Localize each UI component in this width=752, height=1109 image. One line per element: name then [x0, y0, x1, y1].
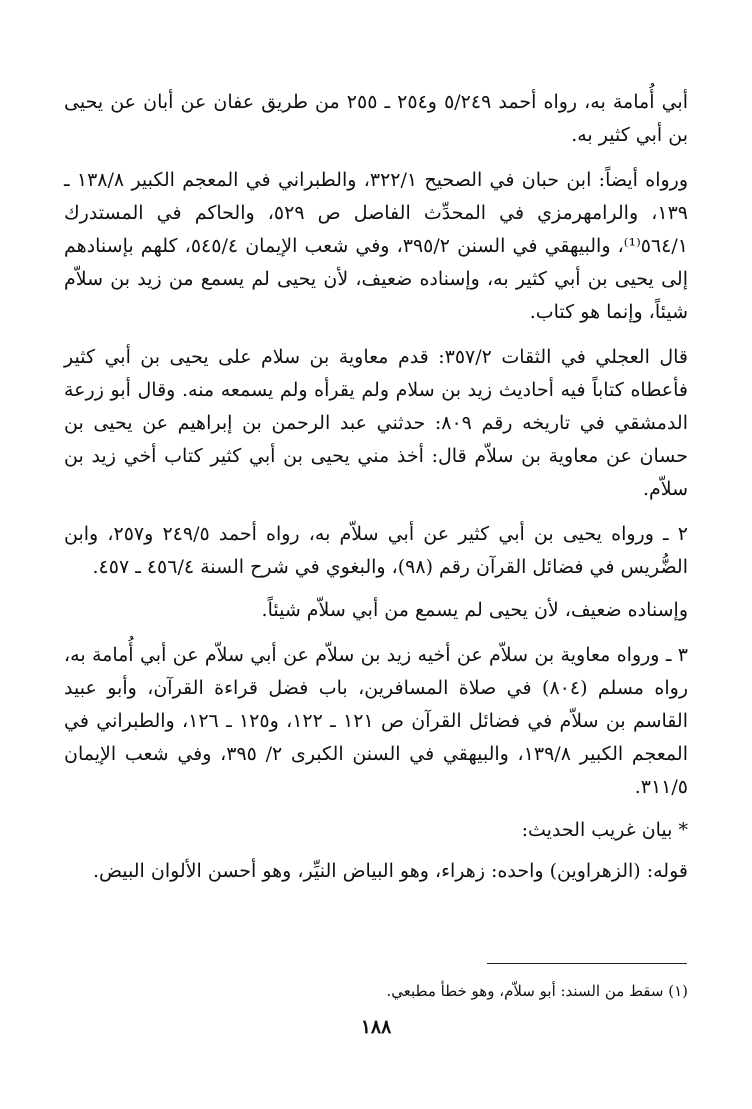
footnote-separator: [487, 963, 687, 964]
paragraph-1: أبي أُمامة به، رواه أحمد ٥/٢٤٩ و٢٥٤ ـ ٢٥٥ من طريق عفان عن أبان عن يحيى بن أبي كثير به.: [64, 91, 688, 146]
paragraph-5: وإسناده ضعيف، لأن يحيى لم يسمع من أبي سلاّم شيئاً.: [261, 599, 688, 621]
page-number: ١٨٨: [360, 1016, 392, 1038]
section-heading: * بيان غريب الحديث:: [521, 819, 688, 841]
paragraph-7: قوله: (الزهراوين) واحده: زهراء، وهو البياض النيِّر، وهو أحسن الألوان البيض.: [92, 860, 688, 882]
paragraph-3: قال العجلي في الثقات ٣٥٧/٢: قدم معاوية بن سلام على يحيى بن أبي كثير فأعطاه كتاباً فيه أحاديث زيد بن سلام ولم يقرأه ولم يسمعه منه. وقال أبو زرعة الدمشقي في تاريخه رقم ٨٠٩: حدثني عبد الرحمن بن إبراهيم عن يحيى بن حسان عن معاوية بن سلاّم قال: أخذ مني يحيى بن أبي كثير كتاب أخي زيد بن سلاّم.: [64, 346, 688, 500]
paragraph-4: ٢ ـ ورواه يحيى بن أبي كثير عن أبي سلاّم به، رواه أحمد ٢٤٩/٥ و٢٥٧، وابن الضُّريس في فضائل القرآن رقم (٩٨)، والبغوي في شرح السنة ٤٥٦/٤ ـ ٤٥٧.: [64, 523, 688, 578]
paragraph-2: ورواه أيضاً: ابن حبان في الصحيح ٣٢٢/١، والطبراني في المعجم الكبير ١٣٨/٨ ـ ١٣٩، والرامهرمزي في المحدِّث الفاصل ص ٥٢٩، والحاكم في المستدرك ٥٦٤/١⁽¹⁾، والبيهقي في السنن ٣٩٥/٢، وفي شعب الإيمان ٥٤٥/٤، كلهم بإسنادهم إلى يحيى بن أبي كثير به، وإسناده ضعيف، لأن يحيى لم يسمع من زيد بن سلاّم شيئاً، وإنما هو كتاب.: [64, 169, 688, 323]
paragraph-6: ٣ ـ ورواه معاوية بن سلاّم عن أخيه زيد بن سلاّم عن أبي سلاّم عن أبي أُمامة به، رواه مسلم (٨٠٤) في صلاة المسافرين، باب فضل قراءة القرآن، وأبو عبيد القاسم بن سلاّم في فضائل القرآن ص ١٢١ ـ ١٢٢، و١٢٥ ـ ١٢٦، والطبراني في المعجم الكبير ١٣٩/٨، والبيهقي في السنن الكبرى ٢/ ٣٩٥، وفي شعب الإيمان ٣١١/٥.: [64, 644, 688, 798]
footnote: (١) سقط من السند: أبو سلاّم، وهو خطأ مطبعي.: [386, 982, 688, 1000]
